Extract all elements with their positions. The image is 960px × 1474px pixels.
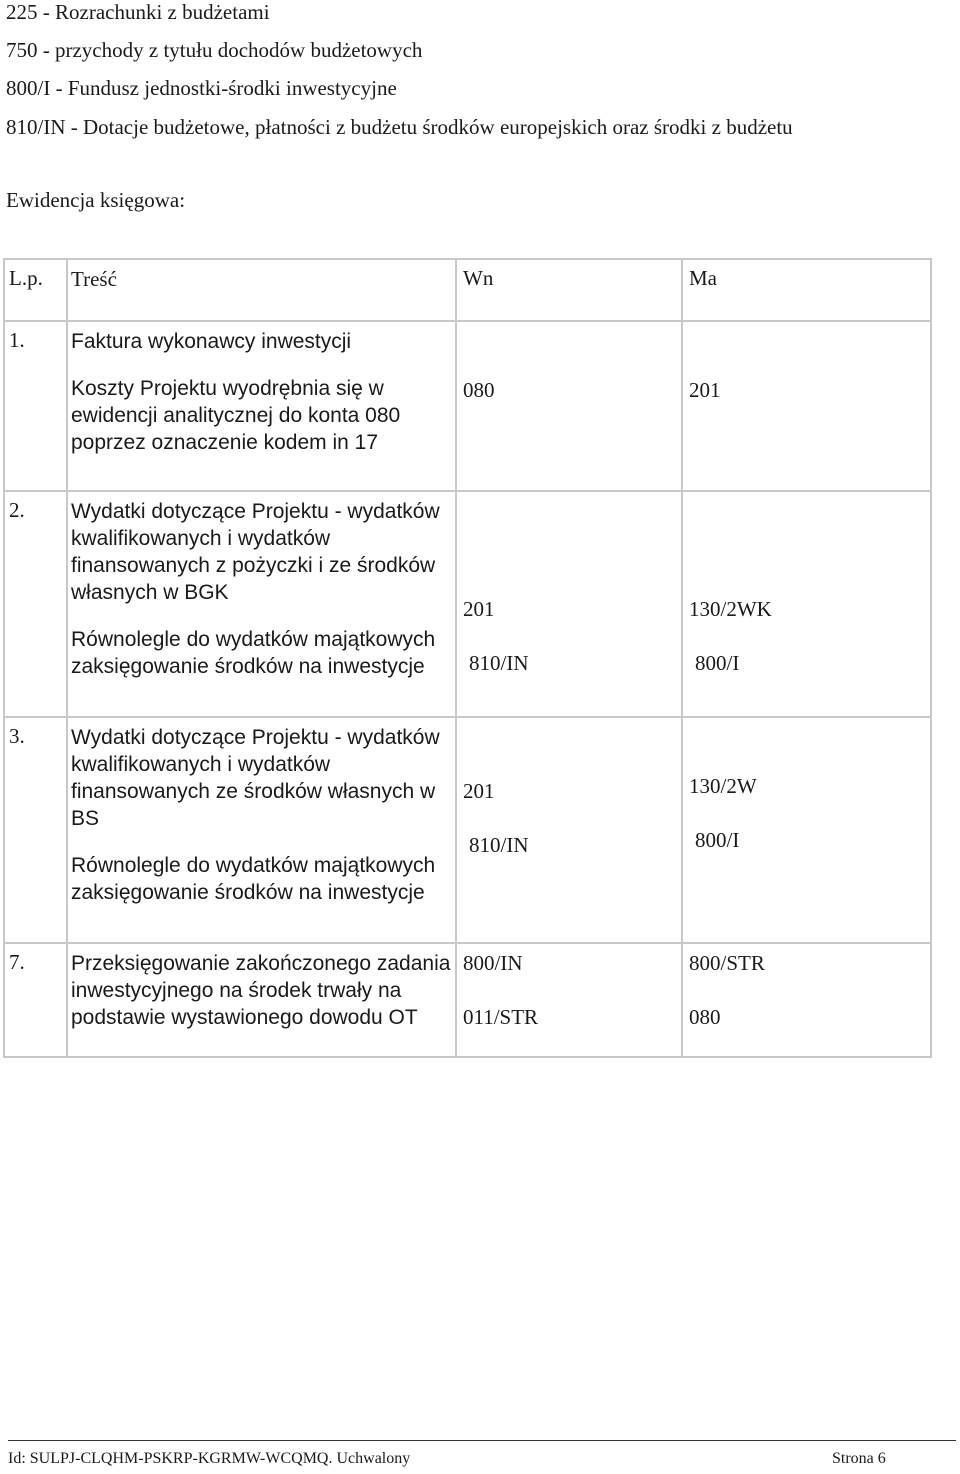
row-wn-cell: [456, 491, 682, 717]
wn-account: 810/IN: [469, 833, 529, 857]
row-description: Przeksięgowanie zakończonego zadania inwestycyjnego na środek trwały na podstawie wystawionego dowodu OT: [71, 952, 451, 1029]
ma-account: 130/2W: [689, 774, 757, 798]
row-text-cell: [67, 491, 456, 717]
header-lp: [4, 259, 67, 321]
header-wn: [456, 259, 682, 321]
row-wn-cell: [456, 321, 682, 491]
row-ma-cell: [682, 943, 931, 1057]
ma-account: 800/STR: [689, 951, 765, 975]
row-subnote: Równolegle do wydatków majątkowych zaksięgowanie środków na inwestycje: [71, 628, 436, 678]
row-subnote: Koszty Projektu wyodrębnia się w ewidencji analitycznej do konta 080 poprzez oznaczenie kodem in 17: [71, 377, 401, 454]
table-row: [4, 321, 931, 491]
header-tresc: [67, 259, 456, 321]
row-subnote: Równolegle do wydatków majątkowych zaksięgowanie środków na inwestycje: [71, 854, 436, 904]
table-row: [4, 717, 931, 943]
row-lp: [4, 943, 67, 1057]
wn-account: 810/IN: [469, 651, 529, 675]
row-lp: [4, 491, 67, 717]
wn-account: 201: [463, 779, 495, 803]
footer-page-number: Strona 6: [832, 1450, 886, 1467]
footer-divider: [8, 1440, 956, 1441]
header-wn-label: Wn: [463, 266, 494, 290]
row-lp-value: 7.: [9, 950, 25, 974]
row-ma-cell: [682, 321, 931, 491]
header-lp-label: L.p.: [9, 266, 43, 290]
row-text-cell: [67, 321, 456, 491]
row-ma-cell: [682, 491, 931, 717]
wn-account: 800/IN: [463, 951, 523, 975]
legend-line-225: 225 - Rozrachunki z budżetami: [6, 0, 270, 24]
table-header-row: [4, 259, 931, 321]
ma-account: 201: [689, 378, 721, 402]
row-ma-cell: [682, 717, 931, 943]
legend-line-810-in: 810/IN - Dotacje budżetowe, płatności z budżetu środków europejskich oraz środki z budżetu: [6, 115, 793, 139]
row-description: Faktura wykonawcy inwestycji: [71, 330, 352, 353]
ma-account: 130/2WK: [689, 597, 772, 621]
legend-line-800-i: 800/I - Fundusz jednostki-środki inwestycyjne: [6, 76, 397, 100]
row-lp: [4, 717, 67, 943]
header-tresc-label: Treść: [71, 267, 117, 291]
row-text-cell: [67, 943, 456, 1057]
wn-account: 011/STR: [463, 1005, 539, 1029]
header-ma: [682, 259, 931, 321]
legend-line-750: 750 - przychody z tytułu dochodów budżetowych: [6, 38, 423, 62]
ma-account: 800/I: [695, 651, 740, 675]
row-wn-cell: [456, 717, 682, 943]
header-ma-label: Ma: [689, 266, 717, 290]
row-lp: [4, 321, 67, 491]
wn-account: 201: [463, 597, 495, 621]
section-title: Ewidencja księgowa:: [6, 188, 186, 212]
wn-account: 080: [463, 378, 495, 402]
ma-account: 800/I: [695, 828, 740, 852]
table-row: [4, 491, 931, 717]
row-lp-value: 1.: [9, 328, 25, 352]
footer-document-id: Id: SULPJ-CLQHM-PSKRP-KGRMW-WCQMQ. Uchwalony: [8, 1450, 411, 1467]
row-text-cell: [67, 717, 456, 943]
ledger-table: [3, 258, 932, 1058]
row-lp-value: 2.: [9, 498, 25, 522]
row-description: Wydatki dotyczące Projektu - wydatków kwalifikowanych i wydatków finansowanych z pożyczki i ze środków własnych w BGK: [71, 500, 440, 604]
row-wn-cell: [456, 943, 682, 1057]
table-row: [4, 943, 931, 1057]
row-lp-value: 3.: [9, 724, 25, 748]
ma-account: 080: [689, 1005, 721, 1029]
row-description: Wydatki dotyczące Projektu - wydatków kwalifikowanych i wydatków finansowanych ze środków własnych w BS: [71, 726, 440, 830]
